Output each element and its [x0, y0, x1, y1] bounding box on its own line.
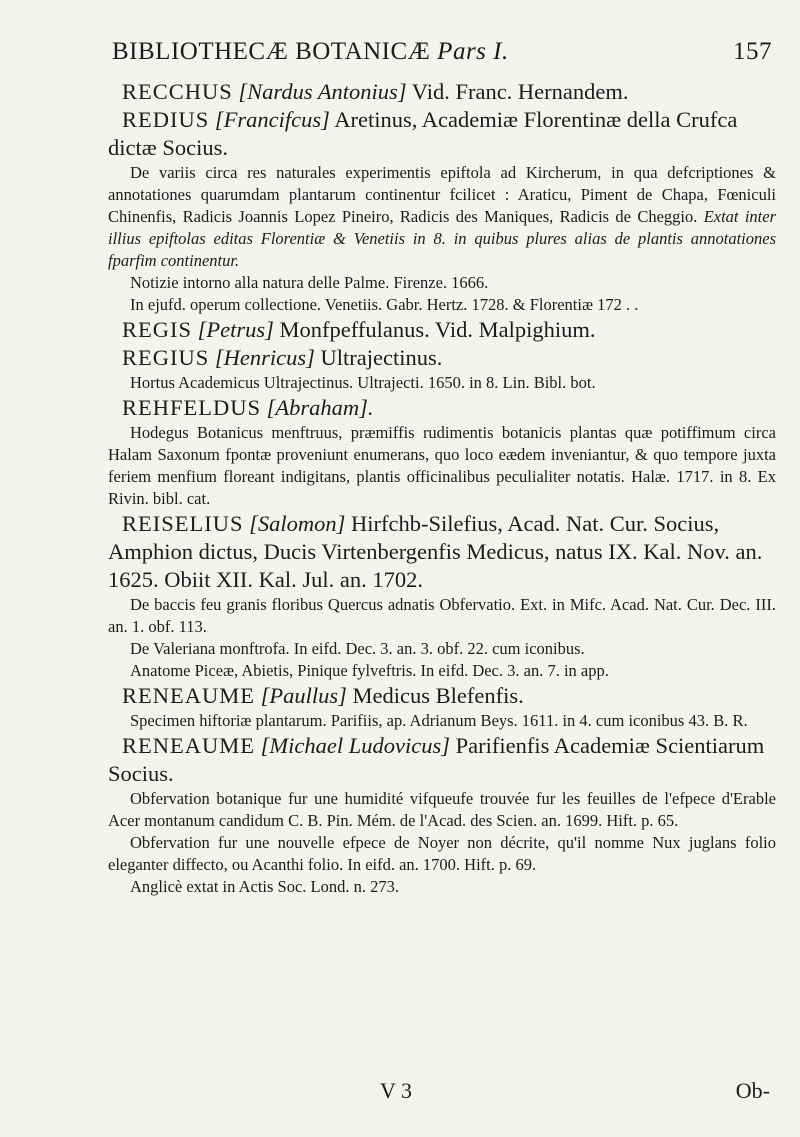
work-citation	[108, 162, 776, 272]
author-forename: [Paullus]	[260, 683, 347, 708]
work-citation: Hodegus Botanicus menftruus, præmiffis rudimentis botanicis plantas quæ potiffimum circa Halam Saxonum fpontæ proveniunt enumerans, quo loco eædem inveniantur, & quo tempore juxta feriem menfium floreant indigitans, plantis officinalibus peculialiter notatis. Halæ. 1717. in 8. Ex Rivin. bibl. cat.	[108, 423, 776, 508]
page-footer	[380, 1078, 770, 1104]
author-name: RECCHUS	[122, 79, 233, 104]
work-text: De variis circa res naturales experimentis epiftola ad Kircherum, in qua defcriptiones & annotationes quarumdam plantarum continentur fcilicet : Araticu, Piment de Chapa, Fœniculi Chinenfis, Radicis Joannis Lopez Pineiro, Radicis des Maniques, Radicis de Cheggio.	[108, 163, 776, 226]
work-citation: De baccis feu granis floribus Quercus adnatis Obfervatio. Ext. in Mifc. Acad. Nat. Cur. Dec. III. an. 1. obf. 113.	[108, 595, 776, 636]
entry-recchus	[108, 78, 776, 106]
author-forename: [Francifcus]	[214, 107, 330, 132]
author-name: RENEAUME	[122, 683, 255, 708]
entry-heading	[108, 394, 776, 422]
author-description: Ultrajectinus.	[320, 345, 443, 370]
entry-heading	[108, 106, 776, 162]
work-citation: Specimen hiftoriæ plantarum. Parifiis, ap. Adrianum Beys. 1611. in 4. cum iconibus 43. B. R.	[130, 711, 748, 730]
author-name: REGIS	[122, 317, 193, 342]
header-title-group	[112, 38, 509, 66]
work-citation: Obfervation fur une nouvelle efpece de Noyer non décrite, qu'il nomme Nux juglans folio eleganter diffecto, ou Acanthi folio. In eifd. an. 1700. Hift. p. 69.	[108, 833, 776, 874]
author-description: Vid. Franc. Hernandem.	[411, 79, 629, 104]
entry-heading	[108, 344, 776, 372]
work-citation: Hortus Academicus Ultrajectinus. Ultrajecti. 1650. in 8. Lin. Bibl. bot.	[130, 373, 596, 392]
entry-regius	[108, 344, 776, 394]
work-citation: Anglicè extat in Actis Soc. Lond. n. 273.	[130, 877, 400, 896]
signature-mark: V 3	[380, 1078, 412, 1103]
entry-heading	[108, 732, 776, 788]
entry-heading	[108, 510, 776, 594]
entry-heading	[108, 316, 776, 344]
author-name: REISELIUS	[122, 511, 244, 536]
entry-reiselius	[108, 510, 776, 682]
work-citation: Anatome Piceæ, Abietis, Pinique fylveftris. In eifd. Dec. 3. an. 7. in app.	[130, 661, 609, 680]
author-name: RENEAUME	[122, 733, 255, 758]
author-name: REGIUS	[122, 345, 210, 370]
entry-regis	[108, 316, 776, 344]
work-citation: Obfervation botanique fur une humidité vifqueufe trouvée fur les feuilles de l'efpece d'Erable Acer montanum candidum C. B. Pin. Mém. de l'Acad. des Scien. an. 1699. Hift. p. 65.	[108, 789, 776, 830]
author-description: Aretinus, Academiæ Florentinæ della Crufca dictæ Socius.	[108, 107, 738, 160]
entry-heading	[108, 682, 776, 710]
author-forename: [Petrus]	[197, 317, 274, 342]
header-part: Pars I.	[437, 38, 509, 65]
work-citation: In ejufd. operum collectione. Venetiis. Gabr. Hertz. 1728. & Florentiæ 172 . .	[130, 295, 639, 314]
author-forename: [Abraham].	[266, 395, 374, 420]
author-forename: [Nardus Antonius]	[238, 79, 407, 104]
entry-rehfeldus	[108, 394, 776, 510]
page-content	[108, 78, 776, 898]
author-name: REHFELDUS	[122, 395, 262, 420]
entry-heading	[108, 78, 776, 106]
entry-reneaume-paullus	[108, 682, 776, 732]
author-description: Hirfchb-Silefius, Acad. Nat. Cur. Socius, Amphion dictus, Ducis Virtenbergenfis Medicus, natus IX. Kal. Nov. an. 1625. Obiit XII. Kal. Jul. an. 1702.	[108, 511, 763, 592]
page-number: 157	[733, 38, 772, 65]
running-header	[112, 38, 772, 66]
author-forename: [Salomon]	[249, 511, 346, 536]
author-description: Parifienfis Academiæ Scientiarum Socius.	[108, 733, 765, 786]
header-title: BIBLIOTHECÆ BOTANICÆ	[112, 38, 431, 65]
work-citation: De Valeriana monftrofa. In eifd. Dec. 3. an. 3. obf. 22. cum iconibus.	[130, 639, 585, 658]
entry-reneaume-michael	[108, 732, 776, 898]
work-citation: Notizie intorno alla natura delle Palme. Firenze. 1666.	[130, 273, 489, 292]
catchword: Ob-	[735, 1078, 770, 1103]
author-forename: [Henricus]	[214, 345, 315, 370]
work-text: Extat inter illius epiftolas editas Florentiæ & Venetiis in 8. in quibus plures alias de plantis annotationes fparfim continentur.	[108, 207, 776, 270]
author-forename: [Michael Ludovicus]	[260, 733, 450, 758]
author-description: Medicus Blefenfis.	[352, 683, 524, 708]
author-name: REDIUS	[122, 107, 210, 132]
entry-redius	[108, 106, 776, 316]
author-description: Monfpeffulanus. Vid. Malpighium.	[279, 317, 596, 342]
